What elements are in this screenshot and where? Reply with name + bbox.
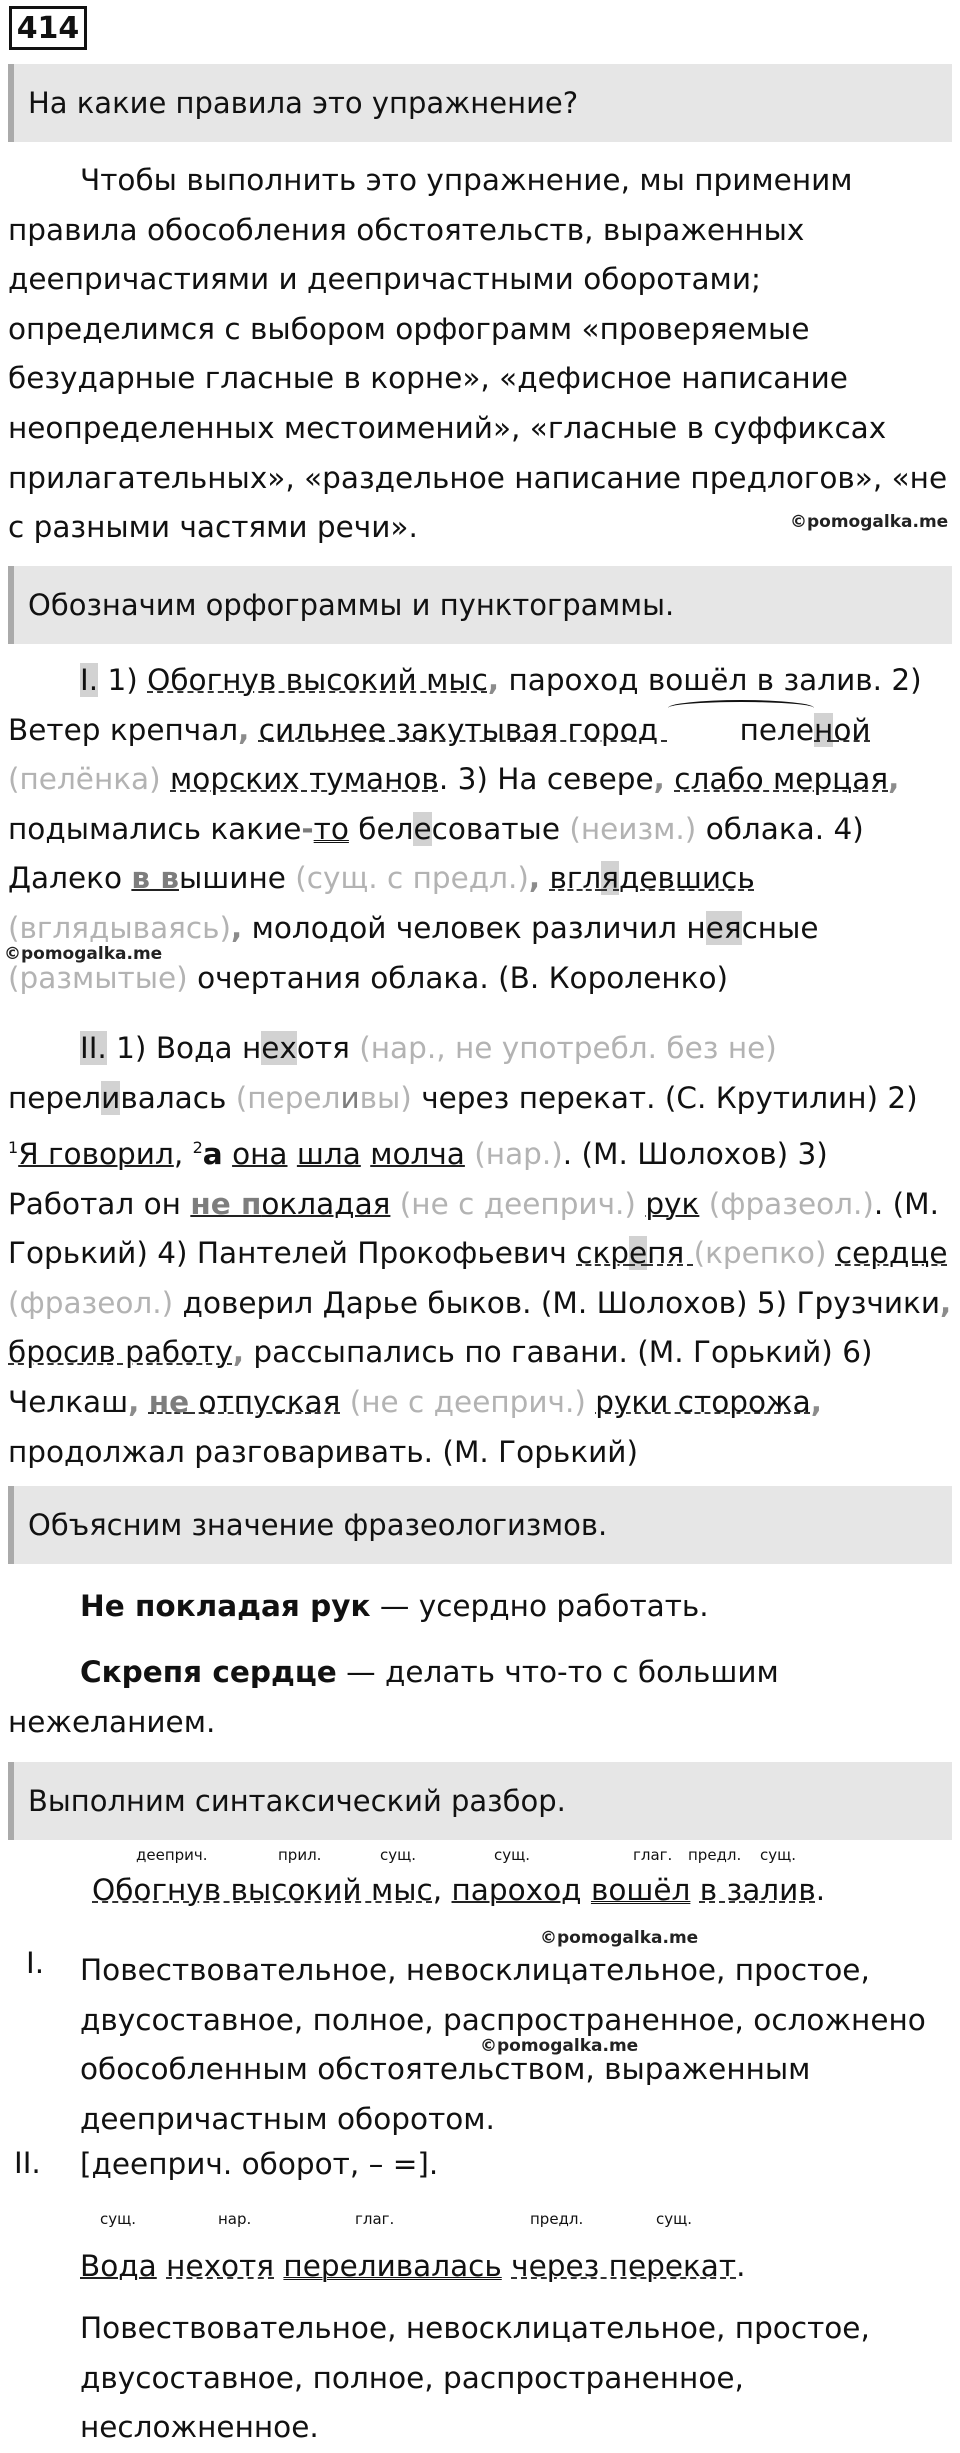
pos-label: предл. xyxy=(530,2210,584,2228)
pos-label: сущ. xyxy=(760,1846,797,1864)
pos-label: дееприч. xyxy=(136,1846,208,1864)
pos-label: прил. xyxy=(278,1846,322,1864)
idiom-1: Не покладая рук — усердно работать. xyxy=(80,1589,709,1623)
idiom-term: Скрепя сердце xyxy=(80,1655,337,1689)
exercise-part-1: I. 1) Обогнув высокий мыс, пароход вошёл в залив. 2) Ветер крепчал, сильнее закутывая город пеленой (пелёнка) морских туманов. 3) На севере, слабо мерцая, подымались какие-то белесоватые (неизм.) облака. 4) Далеко в вышине (сущ. с предл.), вглядевшись (вглядываясь), молодой человек различил неясные (размытые) очертания облака. (В. Короленко) xyxy=(8,663,922,995)
exercise-number: 414 xyxy=(9,6,87,50)
item-number: I. xyxy=(26,1946,45,1980)
pos-label: предл. xyxy=(688,1846,742,1864)
sentence-1-characteristics: Повествовательное, невосклицательное, простое, двусоставное, полное, распространенное, осложнено обособленным обстоятельством, выраженным деепричастным оборотом. xyxy=(80,1953,926,2136)
pos-label: сущ. xyxy=(656,2210,693,2228)
rules-paragraph: Чтобы выполнить это упражнение, мы применим правила обособления обстоятельств, выраженных деепричастиями и деепричастными оборотами; определимся с выбором орфограмм «проверяемые безударные гласные в корне», «дефисное написание неопределенных местоимений», «гласные в суффиксах прилагательных», «раздельное написание предлогов», «не с разными частями речи». xyxy=(8,163,948,545)
watermark: ©pomogalka.me xyxy=(4,944,163,964)
watermark: ©pomogalka.me xyxy=(540,1928,699,1948)
pos-label: сущ. xyxy=(100,2210,137,2228)
exercise-part-2: II. 1) Вода нехотя (нар., не употребл. без не) переливалась (переливы) через перекат. (С. Крутилин) 2) $^1$Я говорил, $^2$а она шла молча (нар.). (М. Шолохов) 3) Работал он не покладая (не с дееприч.) рук (фразеол.). (М. Горький) 4) Пантелей Прокофьевич скрепя (крепко) сердце (фразеол.) доверил Дарье быков. (М. Шолохов) 5) Грузчики, бросив работу, рассыпались по гавани. (М. Горький) 6) Челкаш, не отпуская (не с дееприч.) руки сторожа, продолжал разговаривать. (М. Горький) xyxy=(8,1031,952,1469)
item-number: II. xyxy=(14,2146,41,2180)
idiom-2: Скрепя сердце — делать что-то с большим нежеланием. xyxy=(8,1655,779,1739)
sentence-2: Вода нехотя переливалась через перекат. xyxy=(80,2249,746,2283)
section-header-marks: Обозначим орфограммы и пунктограммы. xyxy=(8,566,952,644)
watermark: ©pomogalka.me xyxy=(790,512,949,532)
pos-label: глаг. xyxy=(633,1846,673,1864)
sentence-1-scheme: [дееприч. оборот, – =]. xyxy=(80,2147,439,2181)
idiom-term: Не покладая рук xyxy=(80,1589,371,1623)
idiom-meaning: усердно работать. xyxy=(418,1589,709,1623)
section-header-syntax: Выполним синтаксический разбор. xyxy=(8,1762,952,1840)
section-header-idioms: Объясним значение фразеологизмов. xyxy=(8,1486,952,1564)
sentence-2-characteristics: Повествовательное, невосклицательное, простое, двусоставное, полное, распространенное, несложненное. xyxy=(80,2311,870,2445)
pos-label: глаг. xyxy=(355,2210,395,2228)
watermark: ©pomogalka.me xyxy=(480,2036,639,2056)
sentence-1: Обогнув высокий мыс, пароход вошёл в залив. xyxy=(92,1873,826,1907)
pos-label: нар. xyxy=(218,2210,252,2228)
idiom-meaning: делать что-то с большим нежеланием. xyxy=(8,1655,779,1739)
pos-label: сущ. xyxy=(380,1846,417,1864)
section-header-rules: На какие правила это упражнение? xyxy=(8,64,952,142)
pos-label: сущ. xyxy=(494,1846,531,1864)
